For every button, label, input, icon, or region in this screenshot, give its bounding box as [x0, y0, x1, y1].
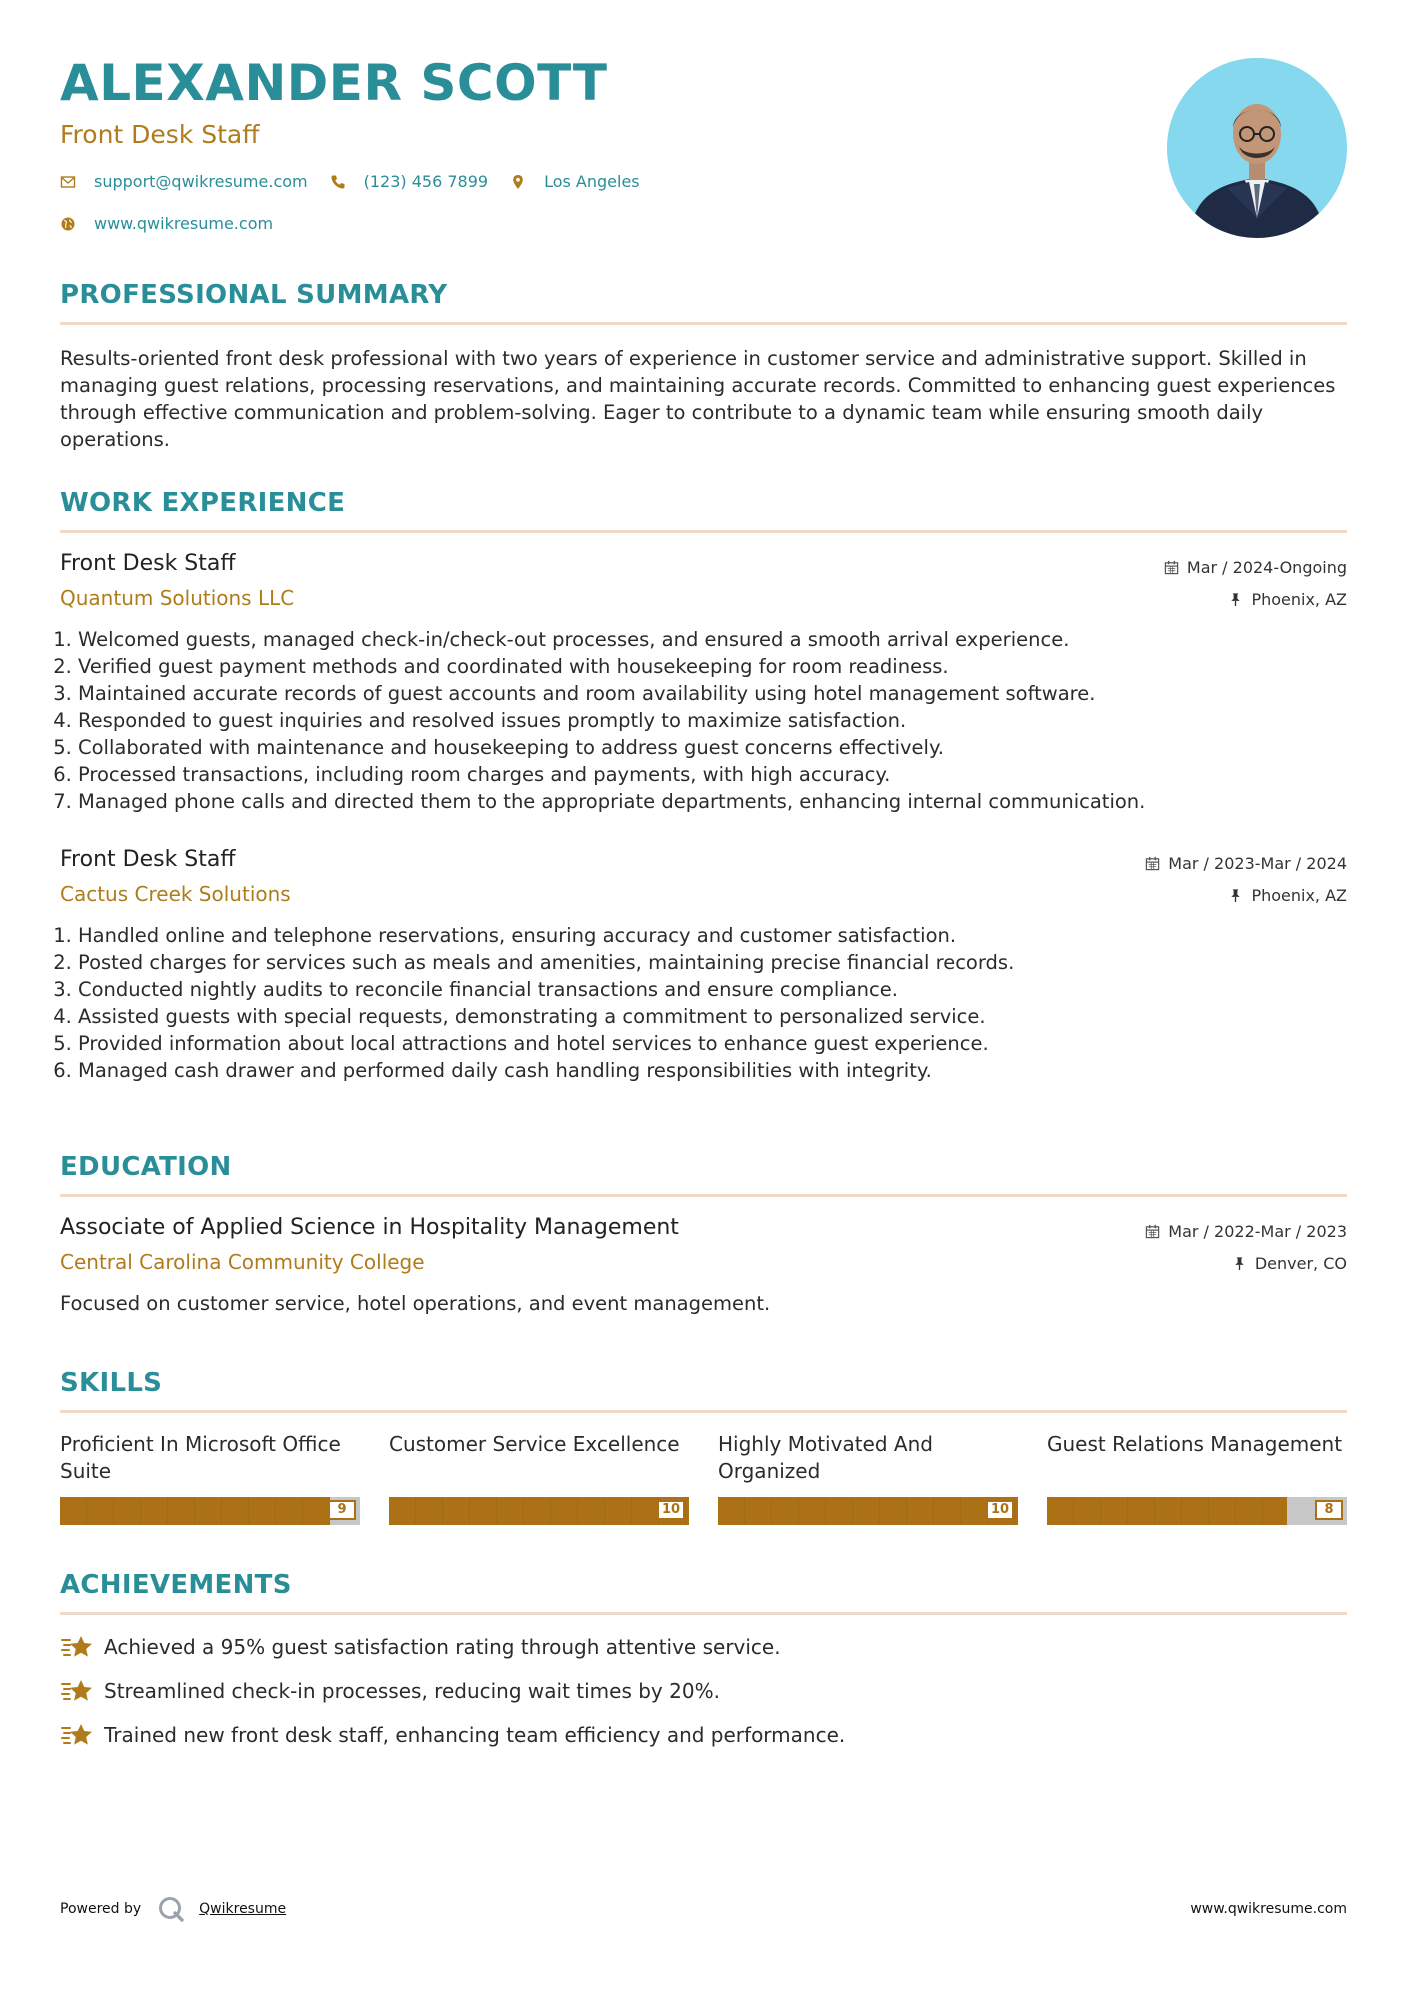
globe-icon — [60, 216, 76, 232]
list-item: 4. Assisted guests with special requests, demonstrating a commitment to personalized service. — [78, 1003, 1347, 1030]
calendar-icon — [1145, 856, 1160, 871]
achievements-section — [60, 1570, 1347, 1749]
skill-bar — [60, 1497, 360, 1525]
list-item: 7. Managed phone calls and directed them to the appropriate departments, enhancing internal communication. — [78, 788, 1347, 815]
skill-bar-fill — [1047, 1497, 1287, 1525]
job-date — [1164, 551, 1347, 583]
achievement-item — [60, 1633, 1347, 1661]
education-location — [1145, 1247, 1347, 1279]
degree-title: Associate of Applied Science in Hospitality Management — [60, 1215, 679, 1240]
job-location — [1164, 583, 1347, 615]
phone-icon — [330, 174, 346, 190]
skill-item — [718, 1431, 1018, 1525]
list-item: 6. Processed transactions, including room charges and payments, with high accuracy. — [78, 761, 1347, 788]
section-divider — [60, 1410, 1347, 1413]
candidate-name: ALEXANDER SCOTT — [60, 54, 608, 112]
pushpin-icon — [1232, 1256, 1247, 1271]
skills-title: SKILLS — [60, 1368, 163, 1398]
achievement-text: Streamlined check-in processes, reducing wait times by 20%. — [104, 1679, 720, 1703]
envelope-icon — [60, 174, 76, 190]
job-meta — [1164, 551, 1347, 615]
skill-level-badge: 9 — [328, 1500, 356, 1520]
phone-text: (123) 456 7899 — [363, 172, 489, 191]
contact-website[interactable] — [60, 214, 273, 233]
skill-bar-fill — [389, 1497, 689, 1525]
job-location-text: Phoenix, AZ — [1251, 589, 1347, 609]
achievement-text: Trained new front desk staff, enhancing team efficiency and performance. — [104, 1723, 846, 1747]
skill-level-badge: 10 — [986, 1500, 1014, 1520]
qwikresume-logo-icon — [157, 1895, 185, 1923]
skill-name: Proficient In Microsoft Office Suite — [60, 1432, 341, 1483]
calendar-icon — [1145, 1224, 1160, 1239]
skill-item — [389, 1431, 689, 1525]
summary-text: Results-oriented front desk professional with two years of experience in customer service and administrative support. Skilled in managing guest relations, processing reservations, and maintaining accurate records. Committed to enhancing guest experiences through effective communication and problem-solving. Eager to contribute to a dynamic team while ensuring smooth daily operations. — [60, 347, 1336, 451]
star-icon — [60, 1677, 94, 1705]
skill-bar — [1047, 1497, 1347, 1525]
section-divider — [60, 1612, 1347, 1615]
job-date-text: Mar / 2023-Mar / 2024 — [1168, 853, 1347, 873]
skill-bar — [718, 1497, 1018, 1525]
list-item: 1. Handled online and telephone reservations, ensuring accuracy and customer satisfaction. — [78, 922, 1347, 949]
star-icon — [60, 1721, 94, 1749]
section-divider — [60, 1194, 1347, 1197]
education-section — [60, 1152, 1347, 1315]
summary-section — [60, 280, 1347, 453]
footer-website[interactable]: www.qwikresume.com — [1190, 1901, 1347, 1917]
education-location-text: Denver, CO — [1254, 1253, 1347, 1273]
section-divider — [60, 530, 1347, 533]
skill-name: Guest Relations Management — [1047, 1432, 1343, 1456]
skill-level-badge: 8 — [1315, 1500, 1343, 1520]
contact-location — [510, 172, 640, 191]
list-item: 2. Posted charges for services such as meals and amenities, maintaining precise financial records. — [78, 949, 1347, 976]
list-item: 1. Welcomed guests, managed check-in/check-out processes, and ensured a smooth arrival experience. — [78, 626, 1347, 653]
section-divider — [60, 322, 1347, 325]
education-date — [1145, 1215, 1347, 1247]
skill-bar-fill — [60, 1497, 330, 1525]
achievements-title: ACHIEVEMENTS — [60, 1570, 292, 1600]
job-entry — [60, 551, 1347, 815]
email-text: support@qwikresume.com — [94, 172, 308, 191]
job-title: Front Desk Staff — [60, 551, 236, 576]
job-date — [1145, 847, 1347, 879]
education-description: Focused on customer service, hotel operations, and event management. — [60, 1292, 771, 1315]
job-bullets — [60, 626, 1347, 815]
achievement-text: Achieved a 95% guest satisfaction rating through attentive service. — [104, 1635, 781, 1659]
job-entry — [60, 847, 1347, 1084]
skill-level-badge: 10 — [657, 1500, 685, 1520]
experience-section — [60, 488, 1347, 1084]
education-entry — [60, 1215, 1347, 1315]
candidate-role: Front Desk Staff — [60, 120, 260, 149]
star-icon — [60, 1633, 94, 1661]
profile-photo-portrait — [1167, 58, 1347, 238]
map-pin-icon — [510, 174, 526, 190]
list-item: 4. Responded to guest inquiries and resolved issues promptly to maximize satisfaction. — [78, 707, 1347, 734]
skill-name: Highly Motivated And Organized — [718, 1432, 933, 1483]
pushpin-icon — [1228, 592, 1243, 607]
job-bullets — [60, 922, 1347, 1084]
list-item: 2. Verified guest payment methods and coordinated with housekeeping for room readiness. — [78, 653, 1347, 680]
list-item: 6. Managed cash drawer and performed daily cash handling responsibilities with integrity. — [78, 1057, 1347, 1084]
summary-title: PROFESSIONAL SUMMARY — [60, 280, 448, 310]
job-title: Front Desk Staff — [60, 847, 236, 872]
contact-phone[interactable] — [330, 172, 488, 191]
education-title: EDUCATION — [60, 1152, 232, 1182]
job-date-text: Mar / 2024-Ongoing — [1186, 557, 1347, 577]
skills-list — [60, 1431, 1347, 1525]
experience-title: WORK EXPERIENCE — [60, 488, 346, 518]
skill-bar — [389, 1497, 689, 1525]
achievement-item — [60, 1721, 1347, 1749]
contact-row — [60, 172, 662, 191]
skill-item — [60, 1431, 360, 1525]
skills-section — [60, 1368, 1347, 1525]
list-item: 3. Conducted nightly audits to reconcile financial transactions and ensure compliance. — [78, 976, 1347, 1003]
calendar-icon — [1164, 560, 1179, 575]
job-company: Cactus Creek Solutions — [60, 882, 291, 906]
website-text: www.qwikresume.com — [94, 214, 274, 233]
contact-row-website — [60, 214, 295, 233]
contact-email[interactable] — [60, 172, 308, 191]
list-item: 5. Collaborated with maintenance and housekeeping to address guest concerns effectively. — [78, 734, 1347, 761]
job-location-text: Phoenix, AZ — [1251, 885, 1347, 905]
job-location — [1145, 879, 1347, 911]
skill-bar-fill — [718, 1497, 1018, 1525]
list-item: 5. Provided information about local attractions and hotel services to enhance guest experience. — [78, 1030, 1347, 1057]
powered-by-label: Powered by — [60, 1901, 142, 1917]
profile-photo — [1167, 58, 1347, 238]
skill-item — [1047, 1431, 1347, 1525]
brand-link[interactable]: Qwikresume — [199, 1901, 287, 1917]
education-meta — [1145, 1215, 1347, 1279]
skill-name: Customer Service Excellence — [389, 1432, 680, 1456]
achievement-item — [60, 1677, 1347, 1705]
school-name: Central Carolina Community College — [60, 1250, 425, 1274]
location-text: Los Angeles — [544, 172, 640, 191]
education-date-text: Mar / 2022-Mar / 2023 — [1168, 1221, 1347, 1241]
list-item: 3. Maintained accurate records of guest accounts and room availability using hotel management software. — [78, 680, 1347, 707]
page-footer — [60, 1895, 1347, 1923]
job-company: Quantum Solutions LLC — [60, 586, 295, 610]
footer-branding — [60, 1895, 286, 1923]
pushpin-icon — [1228, 888, 1243, 903]
resume-header — [60, 0, 1347, 240]
job-meta — [1145, 847, 1347, 911]
